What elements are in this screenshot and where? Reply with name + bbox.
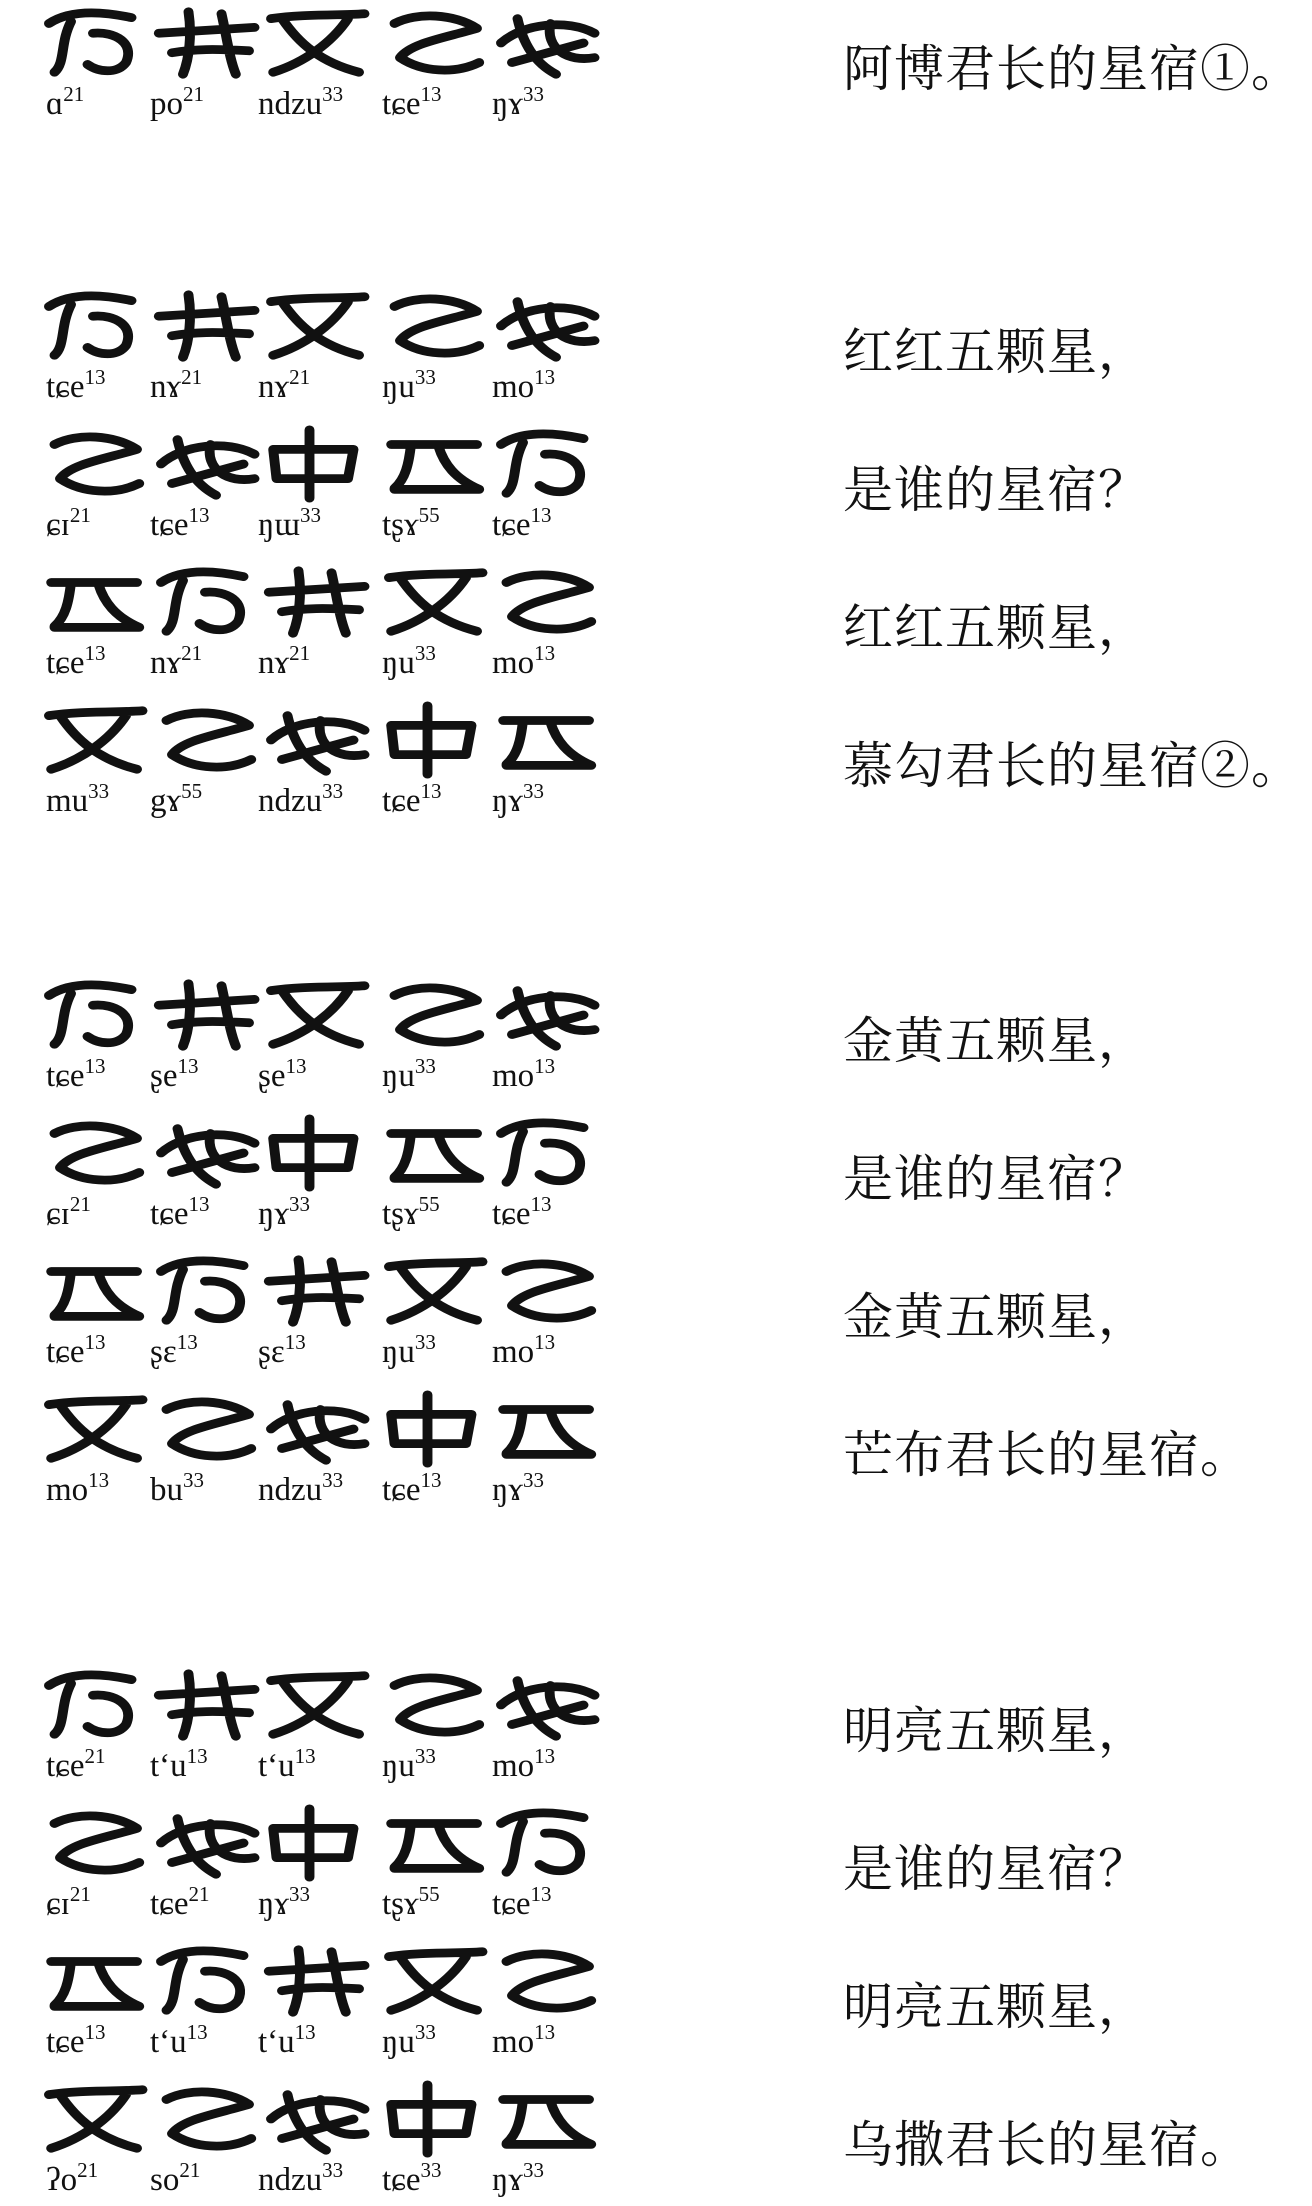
romanization <box>492 1884 551 1921</box>
tone-number: 55 <box>418 503 440 527</box>
syllable: tɕe <box>46 1748 85 1784</box>
tone-number: 33 <box>522 82 544 106</box>
tone-number: 13 <box>186 1744 208 1768</box>
syllable: tɕe <box>492 1886 531 1922</box>
dongba-glyph-icon <box>260 976 370 1054</box>
tone-number: 21 <box>183 82 204 106</box>
syllable: tʻu <box>150 1748 187 1784</box>
dongba-glyph-icon <box>38 425 148 503</box>
syllable: tɕe <box>382 783 421 819</box>
syllable: nɤ <box>150 645 182 681</box>
romanization <box>46 1470 109 1507</box>
syllable: tɕe <box>46 369 85 405</box>
chinese-translation: 是谁的星宿？ <box>843 1840 1149 1898</box>
romanization <box>382 1332 436 1369</box>
romanization <box>492 1056 555 1093</box>
dongba-glyph-icon <box>150 701 260 779</box>
syllable: tɕe <box>382 1472 421 1508</box>
dongba-glyph-icon <box>150 425 260 503</box>
romanization <box>150 1470 204 1507</box>
chinese-translation: 红红五颗星， <box>843 599 1149 657</box>
dongba-glyph-icon <box>150 976 260 1054</box>
verse-line <box>0 1662 1312 1792</box>
syllable: mo <box>492 645 535 681</box>
tone-number: 33 <box>414 2020 436 2044</box>
syllable: mo <box>492 1058 535 1094</box>
syllable: ndzu <box>258 783 323 819</box>
romanization <box>258 1056 307 1093</box>
dongba-glyph-icon <box>490 1666 600 1744</box>
tone-number: 13 <box>530 503 552 527</box>
chinese-translation: 乌撒君长的星宿。 <box>843 2116 1251 2174</box>
dongba-glyph-icon <box>260 1114 370 1192</box>
verse-line <box>0 972 1312 1102</box>
tone-number: 13 <box>84 641 106 665</box>
dongba-glyph-icon <box>38 1942 148 2020</box>
syllable: tɕe <box>150 1196 189 1232</box>
syllable: tɕe <box>46 1058 85 1094</box>
romanization <box>382 1884 440 1921</box>
romanization <box>382 2160 441 2197</box>
tone-number: 21 <box>77 2158 99 2182</box>
dongba-glyph-icon <box>38 701 148 779</box>
romanization <box>150 643 202 680</box>
dongba-glyph-icon <box>150 1942 260 2020</box>
dongba-glyph-icon <box>260 425 370 503</box>
romanization <box>492 1746 555 1783</box>
dongba-glyph-icon <box>150 1252 260 1330</box>
syllable: nɤ <box>150 369 182 405</box>
romanization <box>46 2160 98 2197</box>
dongba-glyph-icon <box>38 1666 148 1744</box>
syllable: ŋu <box>382 645 415 681</box>
syllable: ndzu <box>258 1472 323 1508</box>
tone-number: 33 <box>414 365 436 389</box>
romanization <box>382 781 441 818</box>
romanization <box>492 1194 551 1231</box>
verse-line <box>0 1248 1312 1378</box>
tone-number: 33 <box>522 2158 544 2182</box>
tone-number: 13 <box>534 641 556 665</box>
tone-number: 13 <box>186 2020 208 2044</box>
romanization <box>46 1056 105 1093</box>
dongba-glyph-icon <box>378 1804 488 1882</box>
tone-number: 33 <box>522 1468 544 1492</box>
syllable: po <box>150 86 183 122</box>
dongba-glyph-icon <box>490 1804 600 1882</box>
romanization <box>150 1056 199 1093</box>
syllable: tʻu <box>258 2024 295 2060</box>
dongba-glyph-icon <box>378 1114 488 1192</box>
tone-number: 13 <box>420 1468 442 1492</box>
tone-number: 13 <box>530 1882 552 1906</box>
tone-number: 55 <box>418 1882 440 1906</box>
dongba-glyph-icon <box>260 2080 370 2158</box>
syllable: mo <box>492 1334 535 1370</box>
romanization <box>46 1746 105 1783</box>
chinese-translation: 金黄五颗星， <box>843 1012 1149 1070</box>
dongba-glyph-icon <box>490 563 600 641</box>
romanization <box>258 1332 306 1369</box>
dongba-glyph-icon <box>260 1390 370 1468</box>
dongba-glyph-icon <box>260 4 370 82</box>
romanization <box>150 2160 200 2197</box>
romanization <box>150 1746 208 1783</box>
syllable: ŋɤ <box>492 783 523 819</box>
tone-number: 33 <box>183 1468 204 1492</box>
tone-number: 13 <box>84 2020 106 2044</box>
tone-number: 13 <box>84 365 106 389</box>
syllable: bu <box>150 1472 183 1508</box>
syllable: ɕɪ <box>46 507 70 543</box>
dongba-glyph-icon <box>38 2080 148 2158</box>
romanization <box>492 2022 555 2059</box>
syllable: nɤ <box>258 645 290 681</box>
romanization <box>382 643 436 680</box>
dongba-glyph-icon <box>38 4 148 82</box>
tone-number: 13 <box>188 1192 210 1216</box>
tone-number: 13 <box>284 1330 306 1354</box>
romanization <box>492 367 555 404</box>
syllable: tɕe <box>382 2162 421 2198</box>
dongba-glyph-icon <box>38 1114 148 1192</box>
syllable: mo <box>46 1472 89 1508</box>
dongba-glyph-icon <box>38 1252 148 1330</box>
dongba-glyph-icon <box>378 1390 488 1468</box>
tone-number: 13 <box>84 1054 106 1078</box>
chinese-translation: 阿博君长的星宿①。 <box>843 40 1302 98</box>
romanization <box>150 781 202 818</box>
verse-line <box>0 697 1312 827</box>
dongba-glyph-icon <box>490 1390 600 1468</box>
tone-number: 13 <box>420 82 442 106</box>
romanization <box>258 1746 316 1783</box>
romanization <box>46 643 105 680</box>
romanization <box>46 367 105 404</box>
syllable: ʂe <box>150 1058 178 1094</box>
tone-number: 13 <box>84 1330 106 1354</box>
tone-number: 13 <box>530 1192 552 1216</box>
syllable: ɕɪ <box>46 1886 70 1922</box>
verse-line <box>0 1800 1312 1930</box>
syllable: ndzu <box>258 86 323 122</box>
dongba-glyph-icon <box>490 287 600 365</box>
syllable: ŋɯ <box>258 507 300 543</box>
tone-number: 21 <box>181 641 203 665</box>
syllable: ʂe <box>258 1058 286 1094</box>
romanization <box>258 781 343 818</box>
syllable: ŋɤ <box>492 2162 523 2198</box>
tone-number: 21 <box>188 1882 210 1906</box>
romanization <box>492 1470 544 1507</box>
syllable: ŋɤ <box>492 86 523 122</box>
tone-number: 21 <box>181 365 203 389</box>
tone-number: 21 <box>289 641 311 665</box>
dongba-glyph-icon <box>490 425 600 503</box>
tone-number: 13 <box>188 503 210 527</box>
romanization <box>492 643 555 680</box>
syllable: mu <box>46 783 89 819</box>
romanization <box>492 1332 555 1369</box>
romanization <box>258 1194 310 1231</box>
syllable: gɤ <box>150 783 182 819</box>
dongba-glyph-icon <box>490 1114 600 1192</box>
romanization <box>150 505 209 542</box>
romanization <box>258 1470 343 1507</box>
romanization <box>382 1746 436 1783</box>
syllable: tɕe <box>150 507 189 543</box>
romanization <box>46 505 91 542</box>
syllable: ŋu <box>382 1748 415 1784</box>
tone-number: 33 <box>288 1192 310 1216</box>
dongba-glyph-icon <box>260 701 370 779</box>
syllable: ŋɤ <box>258 1196 289 1232</box>
dongba-glyph-icon <box>150 1114 260 1192</box>
tone-number: 55 <box>418 1192 440 1216</box>
dongba-glyph-icon <box>150 287 260 365</box>
tone-number: 13 <box>285 1054 307 1078</box>
romanization <box>382 1194 440 1231</box>
chinese-translation: 芒布君长的星宿。 <box>843 1426 1251 1484</box>
chinese-translation: 红红五颗星， <box>843 323 1149 381</box>
dongba-glyph-icon <box>378 701 488 779</box>
dongba-glyph-icon <box>150 4 260 82</box>
syllable: tʻu <box>258 1748 295 1784</box>
tone-number: 21 <box>63 82 85 106</box>
dongba-glyph-icon <box>490 4 600 82</box>
syllable: ʂɛ <box>258 1334 285 1370</box>
romanization <box>382 2022 436 2059</box>
syllable: ŋɤ <box>492 1472 523 1508</box>
tone-number: 33 <box>322 779 344 803</box>
chinese-translation: 金黄五颗星， <box>843 1288 1149 1346</box>
chinese-translation: 明亮五颗星， <box>843 1978 1149 2036</box>
tone-number: 33 <box>322 82 344 106</box>
romanization <box>492 505 551 542</box>
syllable: nɤ <box>258 369 290 405</box>
romanization <box>258 2022 316 2059</box>
dongba-glyph-icon <box>490 1252 600 1330</box>
syllable: tɕe <box>382 86 421 122</box>
dongba-glyph-icon <box>378 2080 488 2158</box>
syllable: ŋu <box>382 1058 415 1094</box>
verse-line <box>0 1938 1312 2068</box>
romanization <box>46 2022 105 2059</box>
syllable: ŋɤ <box>258 1886 289 1922</box>
syllable: ɑ <box>46 86 64 122</box>
tone-number: 13 <box>534 2020 556 2044</box>
tone-number: 13 <box>294 2020 316 2044</box>
dongba-glyph-icon <box>260 1804 370 1882</box>
romanization <box>150 1194 209 1231</box>
chinese-translation: 明亮五颗星， <box>843 1702 1149 1760</box>
dongba-glyph-icon <box>38 976 148 1054</box>
tone-number: 33 <box>88 779 110 803</box>
romanization <box>258 2160 343 2197</box>
tone-number: 13 <box>294 1744 316 1768</box>
dongba-glyph-icon <box>378 563 488 641</box>
syllable: tɕe <box>46 1334 85 1370</box>
romanization <box>46 781 109 818</box>
tone-number: 33 <box>522 779 544 803</box>
dongba-glyph-icon <box>260 1666 370 1744</box>
syllable: mo <box>492 1748 535 1784</box>
romanization <box>150 84 204 121</box>
syllable: ʂɛ <box>150 1334 177 1370</box>
verse-line <box>0 421 1312 551</box>
dongba-glyph-icon <box>150 2080 260 2158</box>
romanization <box>492 781 544 818</box>
romanization <box>492 2160 544 2197</box>
tone-number: 13 <box>88 1468 110 1492</box>
dongba-glyph-icon <box>378 1252 488 1330</box>
tone-number: 33 <box>420 2158 442 2182</box>
verse-line <box>0 559 1312 689</box>
dongba-glyph-icon <box>38 1804 148 1882</box>
verse-line <box>0 2076 1312 2206</box>
tone-number: 33 <box>414 641 436 665</box>
dongba-glyph-icon <box>378 1942 488 2020</box>
romanization <box>382 1056 436 1093</box>
tone-number: 21 <box>84 1744 106 1768</box>
romanization <box>46 1332 105 1369</box>
syllable: ɕɪ <box>46 1196 70 1232</box>
syllable: ŋu <box>382 1334 415 1370</box>
chinese-translation: 是谁的星宿？ <box>843 1150 1149 1208</box>
dongba-glyph-icon <box>38 1390 148 1468</box>
romanization <box>258 505 321 542</box>
tone-number: 13 <box>534 1744 556 1768</box>
dongba-glyph-icon <box>260 563 370 641</box>
romanization <box>150 1332 198 1369</box>
dongba-glyph-icon <box>490 1942 600 2020</box>
syllable: mo <box>492 369 535 405</box>
tone-number: 21 <box>69 1192 91 1216</box>
romanization <box>258 367 310 404</box>
tone-number: 13 <box>534 365 556 389</box>
tone-number: 13 <box>176 1330 198 1354</box>
romanization <box>258 1884 310 1921</box>
romanization <box>382 367 436 404</box>
tone-number: 21 <box>69 503 91 527</box>
romanization <box>150 367 202 404</box>
dongba-glyph-icon <box>38 563 148 641</box>
verse-line <box>0 1386 1312 1516</box>
dongba-glyph-icon <box>38 287 148 365</box>
syllable: mo <box>492 2024 535 2060</box>
romanization <box>382 1470 441 1507</box>
syllable: ʔo <box>46 2162 78 2198</box>
syllable: ŋu <box>382 2024 415 2060</box>
tone-number: 21 <box>289 365 311 389</box>
dongba-glyph-icon <box>150 1804 260 1882</box>
romanization <box>382 505 440 542</box>
syllable: tʂɤ <box>382 1196 419 1232</box>
romanization <box>46 1194 91 1231</box>
romanization <box>382 84 441 121</box>
romanization <box>46 84 84 121</box>
syllable: ŋu <box>382 369 415 405</box>
tone-number: 33 <box>414 1054 436 1078</box>
dongba-glyph-icon <box>490 2080 600 2158</box>
dongba-glyph-icon <box>150 563 260 641</box>
syllable: tʂɤ <box>382 507 419 543</box>
tone-number: 13 <box>420 779 442 803</box>
tone-number: 13 <box>534 1054 556 1078</box>
syllable: tɕe <box>492 507 531 543</box>
dongba-glyph-icon <box>260 287 370 365</box>
tone-number: 33 <box>322 1468 344 1492</box>
romanization <box>258 84 343 121</box>
tone-number: 21 <box>69 1882 91 1906</box>
dongba-glyph-icon <box>378 976 488 1054</box>
romanization <box>150 2022 208 2059</box>
dongba-glyph-icon <box>378 4 488 82</box>
dongba-glyph-icon <box>378 287 488 365</box>
tone-number: 33 <box>288 1882 310 1906</box>
dongba-glyph-icon <box>260 1942 370 2020</box>
syllable: tɕe <box>46 2024 85 2060</box>
tone-number: 33 <box>300 503 321 527</box>
tone-number: 33 <box>414 1330 436 1354</box>
romanization <box>150 1884 209 1921</box>
romanization <box>258 643 310 680</box>
dongba-glyph-icon <box>260 1252 370 1330</box>
chinese-translation: 慕勾君长的星宿②。 <box>843 737 1302 795</box>
syllable: tɕe <box>150 1886 189 1922</box>
dongba-glyph-icon <box>150 1666 260 1744</box>
tone-number: 33 <box>414 1744 436 1768</box>
syllable: tɕe <box>492 1196 531 1232</box>
romanization <box>492 84 544 121</box>
chinese-translation: 是谁的星宿？ <box>843 461 1149 519</box>
dongba-glyph-icon <box>378 425 488 503</box>
dongba-glyph-icon <box>150 1390 260 1468</box>
syllable: tʻu <box>150 2024 187 2060</box>
dongba-glyph-icon <box>378 1666 488 1744</box>
verse-line <box>0 1110 1312 1240</box>
verse-line <box>0 0 1312 130</box>
syllable: tɕe <box>46 645 85 681</box>
tone-number: 13 <box>534 1330 556 1354</box>
syllable: so <box>150 2162 180 2198</box>
dongba-glyph-icon <box>490 701 600 779</box>
syllable: ndzu <box>258 2162 323 2198</box>
tone-number: 55 <box>181 779 203 803</box>
tone-number: 13 <box>177 1054 199 1078</box>
tone-number: 21 <box>179 2158 201 2182</box>
syllable: tʂɤ <box>382 1886 419 1922</box>
romanization <box>46 1884 91 1921</box>
tone-number: 33 <box>322 2158 344 2182</box>
dongba-glyph-icon <box>490 976 600 1054</box>
verse-line <box>0 283 1312 413</box>
